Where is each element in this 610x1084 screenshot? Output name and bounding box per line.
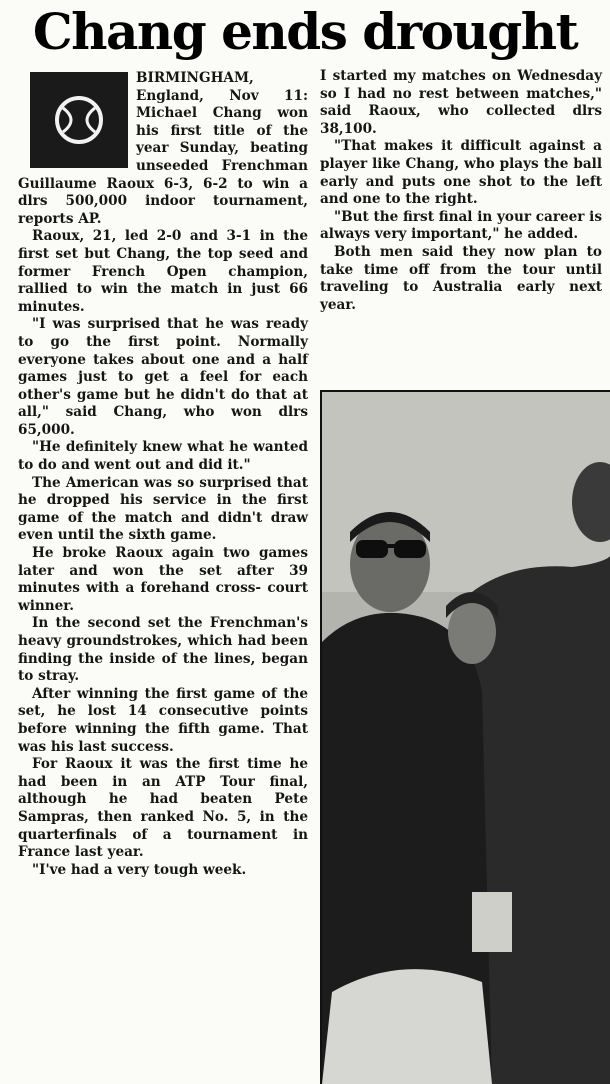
paragraph: I started my matches on Wednesday so I had no rest between matches," said Raoux, who collected dlrs 38,100. bbox=[320, 68, 602, 137]
paragraph: "But the first final in your career is always very important," he added. bbox=[320, 208, 602, 243]
paragraph: The American was so surprised that he dropped his service in the first game of the match and didn't draw even until the sixth game. bbox=[18, 474, 308, 544]
article-column-2 bbox=[320, 68, 602, 314]
paragraph: Raoux, 21, led 2-0 and 3-1 in the first set but Chang, the top seed and former French Open champion, rallied to win the match in just 66 minutes. bbox=[18, 228, 308, 315]
paragraph: "I've had a very tough week. bbox=[32, 861, 247, 878]
headline: Chang ends drought bbox=[32, 1, 578, 61]
paragraph: In the second set the Frenchman's heavy groundstrokes, which had been finding the inside of the lines, began to stray. bbox=[18, 615, 308, 685]
paragraph: "I was surprised that he was ready to go the first point. Normally everyone takes about one and a half games just to get a feel for each other's game but he didn't do that at all," said Chang, who won dlrs 65,000. bbox=[18, 316, 308, 438]
paragraph: For Raoux it was the first time he had been in an ATP Tour final, although he had beaten Pete Sampras, then ranked No. 5, in the quarterfinals of a tournament in France last year. bbox=[18, 756, 308, 861]
paragraph: After winning the first game of the set, he lost 14 consecutive points before winning the fifth game. That was his last success. bbox=[18, 685, 308, 755]
paragraph: He broke Raoux again two games later and won the set after 39 minutes with a forehand cross- court winner. bbox=[18, 545, 308, 614]
paragraph: "He definitely knew what he wanted to do and went out and did it." bbox=[18, 439, 308, 474]
paragraph: Both men said they now plan to take time off from the tour until traveling to Australia early next year. bbox=[320, 243, 602, 313]
news-photo bbox=[320, 390, 610, 1084]
paragraph: "That makes it difficult against a player like Chang, who plays the ball early and puts one shot to the left and one to the right. bbox=[320, 138, 602, 208]
tennis-ball-icon bbox=[30, 72, 128, 168]
article-column-1 bbox=[18, 70, 308, 879]
paragraph: BIRMINGHAM, England, Nov 11: Michael Chang won his first title of the year Sunday, beating unseeded Frenchman Guillaume Raoux 6-3, 6-2 to win a dlrs 500,000 indoor tournament, reports AP. bbox=[18, 70, 308, 227]
